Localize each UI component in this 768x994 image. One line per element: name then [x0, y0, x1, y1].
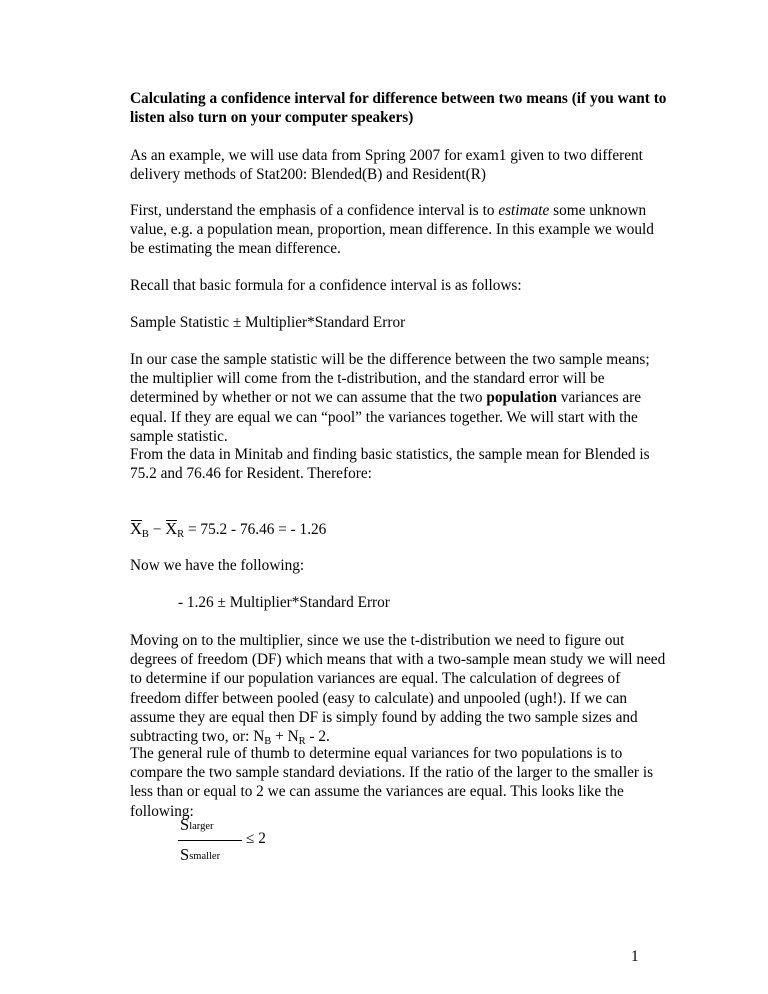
formula-mean-difference — [130, 519, 326, 541]
emphasis-estimate: estimate — [498, 202, 550, 219]
ratio-relation: ≤ 2 — [246, 830, 266, 847]
paragraph-sample-statistic — [130, 350, 670, 446]
paragraph-estimate — [130, 201, 670, 259]
df-subscript-r: R — [298, 736, 306, 748]
paragraph-multiplier — [130, 631, 670, 748]
df-n-symbol: N — [253, 728, 265, 746]
paragraph-sample-statistic-text-2: variances are equal. If they are equal we can “pool” the variances together. We will start with the sample statistic. — [130, 389, 642, 445]
subscript-b: B — [141, 529, 149, 540]
document-title: Calculating a confidence interval for difference between two means (if you want to listen also turn on your computer speakers) — [130, 90, 667, 127]
df-plus-n: + N — [271, 728, 299, 746]
paragraph-multiplier-text: Moving on to the multiplier, since we use the t-distribution we need to figure out degrees of freedom (DF) which means that with a two-sample mean study we will need to determine if our population variances are equal. The calculation of degrees of freedom differ between pooled (easy to calculate) and unpooled (ugh!). If we can assume they are equal then DF is simply found by adding the two sample sizes and subtracting two, or: — [130, 632, 666, 746]
formula-interval-specific: - 1.26 ± Multiplier*Standard Error — [178, 594, 390, 611]
paragraph-sample-means: From the data in Minitab and finding basic statistics, the sample mean for Blended is 75.2 and 76.46 for Resident. Therefore: — [130, 446, 650, 483]
paragraph-example-data: As an example, we will use data from Spring 2007 for exam1 given to two different delivery methods of Stat200: Blended(B) and Resident(R) — [130, 147, 643, 184]
paragraph-recall-formula: Recall that basic formula for a confidence interval is as follows: — [130, 277, 522, 294]
bold-population: population — [486, 389, 557, 407]
paragraph-sample-statistic-text-1: In our case the sample statistic will be the difference between the two sample means; the multiplier will come from the t-distribution, and the standard error will be determined by whether or not we can assume that the two — [130, 351, 650, 407]
df-minus-two: - 2. — [305, 728, 330, 746]
subscript-r: R — [177, 529, 185, 540]
df-subscript-b: B — [264, 736, 272, 748]
formula-general: Sample Statistic ± Multiplier*Standard Error — [130, 314, 406, 331]
ratio-denominator: Ssmaller — [180, 845, 221, 864]
mean-difference-result: = 75.2 - 76.46 = - 1.26 — [184, 521, 327, 538]
page-number: 1 — [631, 948, 639, 965]
formula-sd-ratio — [178, 815, 298, 871]
xbar-b-symbol: X — [130, 519, 142, 538]
paragraph-now-following: Now we have the following: — [130, 557, 305, 574]
paragraph-estimate-text-2: some unknown value, e.g. a population mean, proportion, mean difference. In this example we would be estimating the mean difference. — [130, 202, 654, 258]
paragraph-rule-of-thumb: The general rule of thumb to determine equal variances for two populations is to compare the two sample standard deviations. If the ratio of the larger to the smaller is less than or equal to 2 we can assume the variances are equal. This looks like the following: — [130, 745, 654, 820]
xbar-r-symbol: X — [165, 519, 178, 538]
minus-sign: − — [148, 521, 166, 538]
ratio-numerator: Slarger — [180, 815, 214, 834]
fraction-bar — [178, 840, 242, 841]
paragraph-estimate-text-1: First, understand the emphasis of a confidence interval is to — [130, 202, 499, 219]
